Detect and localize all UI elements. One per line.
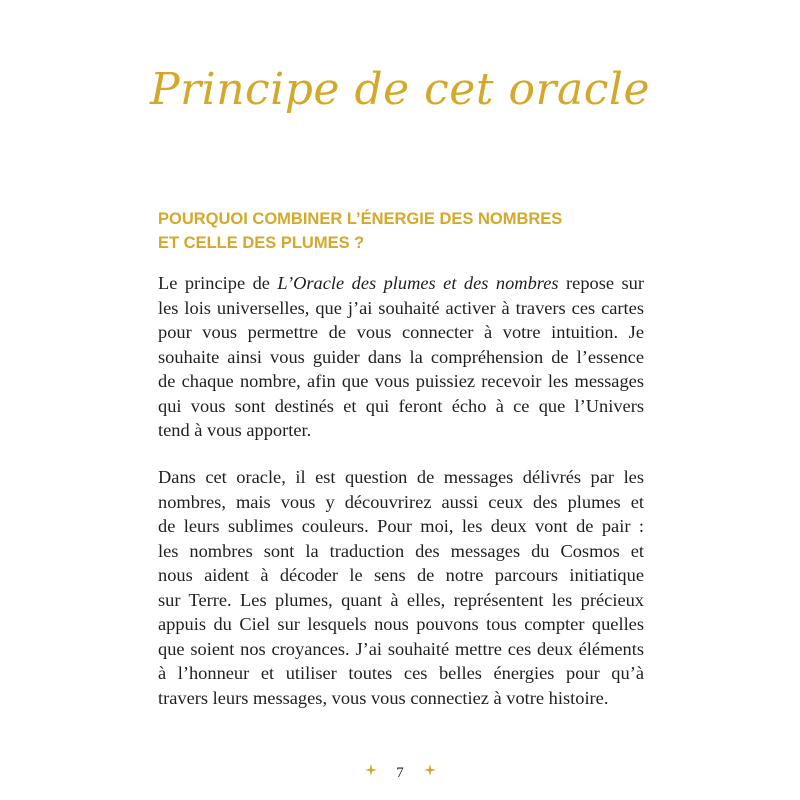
paragraph-2-line: nous aident à décoder le sens de notre parcours initiatique [158, 565, 644, 585]
paragraph-2-line: Dans cet oracle, il est question de messages délivrés par les [158, 467, 644, 487]
paragraph-2-line: à l’honneur et utiliser toutes ces belles énergies pour qu’à [158, 663, 644, 683]
page-number: 7 [396, 764, 404, 781]
paragraph-1-line: souhaite ainsi vous guider dans la compréhension de l’essence [158, 346, 644, 367]
paragraph-1-line: tend à vous apporter. [158, 420, 312, 440]
section-heading [158, 207, 628, 255]
paragraph-2-line: sur Terre. Les plumes, quant à elles, représentent les précieux [158, 589, 644, 610]
paragraph-1-line: de chaque nombre, afin que vous puissiez recevoir les messages [158, 371, 644, 391]
paragraph-2-line: que soient nos croyances. J’ai souhaité mettre ces deux éléments [158, 638, 644, 659]
paragraph-2-line: nombres, mais vous y découvrirez aussi ceux des plumes et [158, 491, 644, 512]
paragraph-2-line: travers leurs messages, vous vous connectiez à votre histoire. [158, 687, 609, 708]
paragraph-1-line-1 [158, 271, 644, 296]
section-heading-line-1: POURQUOI COMBINER L’ÉNERGIE DES NOMBRES [158, 210, 563, 228]
book-title-italic: L’Oracle des plumes et des nombres [277, 273, 559, 293]
paragraph-1-line-1-end: repose sur [558, 273, 644, 293]
section-heading-line-2: ET CELLE DES PLUMES ? [158, 234, 365, 252]
page-footer [0, 760, 800, 785]
paragraph-1-line: pour vous permettre de vous connecter à votre intuition. Je [158, 322, 644, 342]
sparkle-star-icon [424, 761, 436, 785]
paragraph-1-line: les lois universelles, que j’ai souhaité activer à travers ces cartes [158, 297, 644, 318]
paragraph-1-line: qui vous sont destinés et qui feront écho à ce que l’Univers [158, 395, 644, 416]
paragraph-2-line: les nombres sont la traduction des messages du Cosmos et [158, 540, 644, 561]
paragraph-2 [158, 465, 644, 710]
paragraph-2-line: de leurs sublimes couleurs. Pour moi, les deux vont de pair : [158, 516, 644, 536]
paragraph-1 [158, 271, 644, 443]
sparkle-star-icon [365, 761, 377, 785]
paragraph-2-line: appuis du Ciel sur lesquels nous pouvons tous compter quelles [158, 614, 644, 634]
paragraph-1-line-1-start: Le principe de [158, 273, 278, 293]
page-title: Principe de cet oracle [149, 64, 650, 115]
